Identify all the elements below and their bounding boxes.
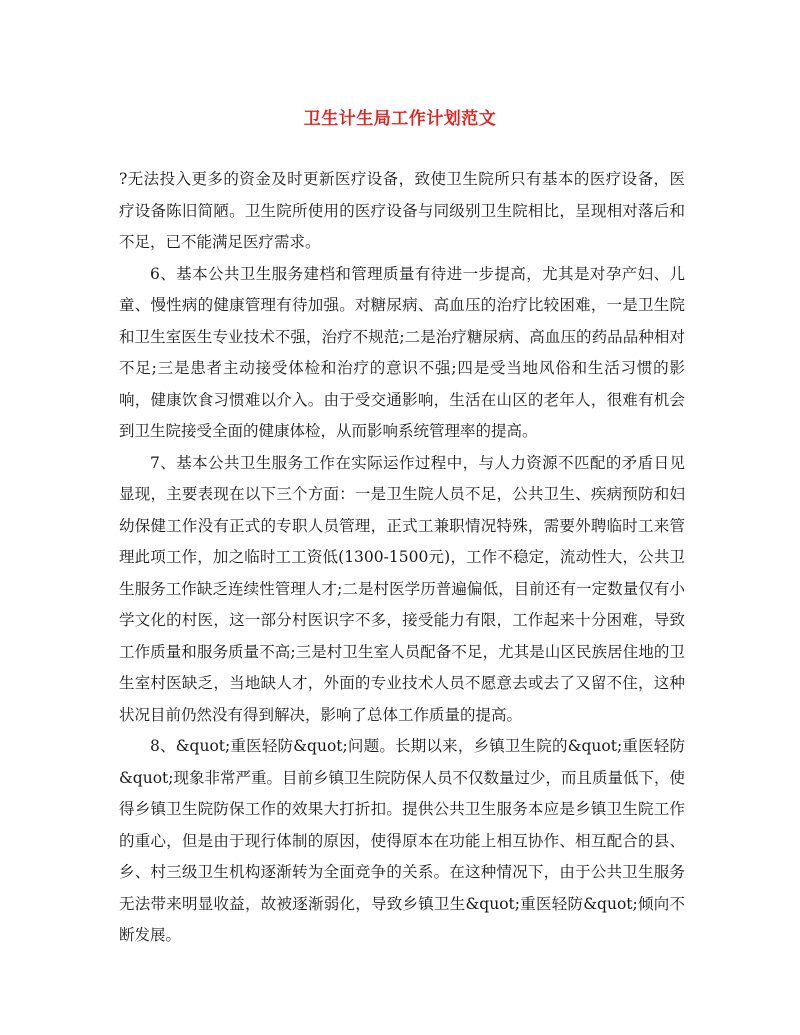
paragraph-4: 8、&quot;重医轻防&quot;问题。长期以来，乡镇卫生院的&quot;重医轻防&quot;现象非常严重。目前乡镇卫生院防保人员不仅数量过少，而且质量低下，使得乡镇卫生院防保工作的效果大打折扣。提供公共卫生服务本应是乡镇卫生院工作的重心，但是由于现行体制的原因，使得原本在功能上相互协作、相互配合的县、乡、村三级卫生机构逐渐转为全面竞争的关系。在这种情况下，由于公共卫生服务无法带来明显收益，故被逐渐弱化，导致乡镇卫生&quot;重医轻防&quot;倾向不断发展。 xyxy=(119,737,685,944)
paragraph-2: 6、基本公共卫生服务建档和管理质量有待进一步提高，尤其是对孕产妇、儿童、慢性病的健康管理有待加强。对糖尿病、高血压的治疗比较困难，一是卫生院和卫生室医生专业技术不强，治疗不规范;二是治疗糖尿病、高血压的药品品种相对不足;三是患者主动接受体检和治疗的意识不强;四是受当地风俗和生活习惯的影响，健康饮食习惯难以介入。由于受交通影响，生活在山区的老年人，很难有机会到卫生院接受全面的健康体检，从而影响系统管理率的提高。 xyxy=(119,264,685,440)
document-title: 卫生计生局工作计划范文 xyxy=(303,109,497,129)
paragraph-3: 7、基本公共卫生服务工作在实际运作过程中，与人力资源不匹配的矛盾日见显现，主要表现在以下三个方面：一是卫生院人员不足，公共卫生、疾病预防和妇幼保健工作没有正式的专职人员管理，正式工兼职情况特殊，需要外聘临时工来管理此项工作，加之临时工工资低(1300-1500元)，工作不稳定，流动性大，公共卫生服务工作缺乏连续性管理人才;二是村医学历普遍偏低，目前还有一定数量仅有小学文化的村医，这一部分村医识字不多，接受能力有限，工作起来十分困难，导致工作质量和服务质量不高;三是村卫生室人员配备不足，尤其是山区民族居住地的卫生室村医缺乏，当地缺人才，外面的专业技术人员不愿意去或去了又留不住，这种状况目前仍然没有得到解决，影响了总体工作质量的提高。 xyxy=(119,453,685,724)
document-body xyxy=(119,164,685,952)
paragraph-1: ?无法投入更多的资金及时更新医疗设备，致使卫生院所只有基本的医疗设备，医疗设备陈旧简陋。卫生院所使用的医疗设备与同级别卫生院相比，呈现相对落后和不足，已不能满足医疗需求。 xyxy=(119,170,685,251)
